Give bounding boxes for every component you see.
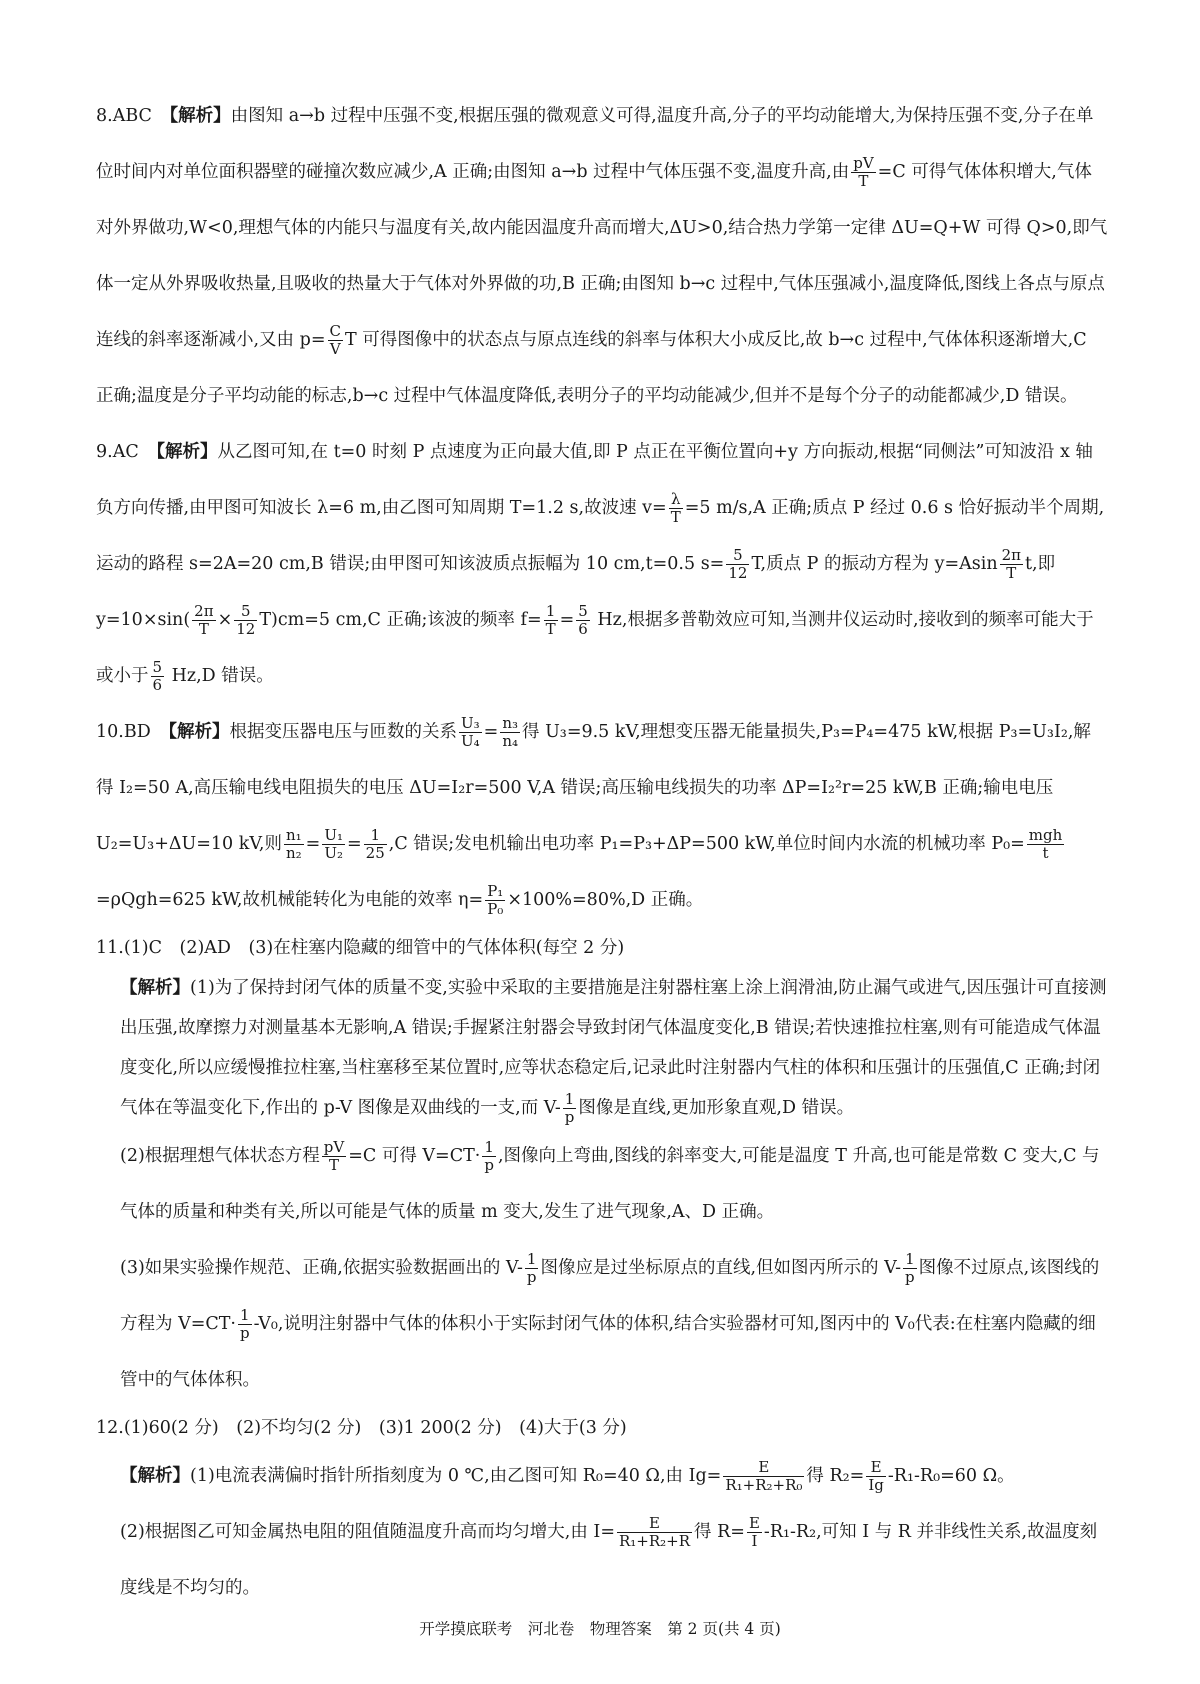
q11-part3-fraction-3: $\frac{1}{p}$	[240, 1306, 250, 1342]
q9-analysis-label: 【解析】	[156, 442, 218, 462]
q9-text-9: Hz,D 错误。	[166, 666, 274, 686]
q9-text-7: =	[559, 610, 575, 630]
q9-fraction-7: $\frac{5}{6}$	[578, 602, 588, 638]
q11-answer-line: 11.(1)C (2)AD (3)在柱塞内隐藏的细管中的气体体积(每空 2 分)	[96, 938, 625, 958]
q12-part2	[96, 1504, 1108, 1616]
q11-part2-text-3: ,图像向上弯曲,图线的斜率变大,可能是温度 T 升高,也可能是常数 C 变大,C 与气体的质量和种类有关,所以可能是气体的质量 m 变大,发生了进气现象,A、D 正确。	[120, 1146, 1100, 1222]
q10-fraction-1: $\frac{\text{U₃}}{\text{U₄}}$	[460, 714, 480, 750]
q11-part2-text: (2)根据理想气体状态方程	[120, 1146, 320, 1166]
q10-text-3: 得 U₃=9.5 kV,理想变压器无能量损失,P₃=P₄=475 kW,根据 P₃=U₃I₂,解得 I₂=50 A,高压输电线电阻损失的电压 ΔU=I₂r=500 V,A 错误;高压输电线损失的功率 ΔP=I₂²r=25 kW,B 正确;输电电压 U₂=U₃+ΔU=10 kV,则	[96, 722, 1091, 854]
q11-part3-text-3: 图像不过原点,该图线的方程为 V=CT·	[120, 1258, 1100, 1334]
q11-part3	[96, 1240, 1108, 1408]
q10-text-8: ×100%=80%,D 正确。	[507, 890, 704, 910]
q12-part1	[96, 1448, 1108, 1504]
q9-fraction-6: $\frac{1}{T}$	[545, 602, 556, 638]
q10-text-4: =	[305, 834, 321, 854]
q9-fraction-3: $\frac{2\pi}{T}$	[1001, 546, 1022, 582]
q8-analysis-label: 【解析】	[169, 106, 231, 126]
q9-text-8: Hz,根据多普勒效应可知,当测井仪运动时,接收到的频率可能大于或小于	[96, 610, 1094, 686]
q9-text-1: 从乙图可知,在 t=0 时刻 P 点速度为正向最大值,即 P 点正在平衡位置向+y 方向振动,根据“同侧法”可知波沿 x 轴负方向传播,由甲图可知波长 λ=6 m,由乙图可知周期 T=1.2 s,故波速 v=	[96, 442, 1093, 518]
q9-text-2: =5 m/s,A 正确;质点 P 经过 0.6 s 恰好振动半个周期,运动的路程 s=2A=20 cm,B 错误;由甲图可知该波质点振幅为 10 cm,t=0.5 s=	[96, 498, 1105, 574]
q10-explanation	[96, 704, 1108, 928]
q8-fraction-pv-t: $\frac{pV}{T}$	[853, 154, 874, 190]
q9-fraction-4: $\frac{2\pi}{T}$	[194, 602, 214, 638]
q10-fraction-3: $\frac{\text{n₁}}{\text{n₂}}$	[285, 826, 302, 862]
q12-part1-fraction-2: $\frac{E}{Ig}$	[868, 1458, 884, 1494]
q12-part1-text-2: 得 R₂=	[806, 1466, 865, 1486]
q9-answer-tag: 9.AC	[96, 442, 157, 462]
q12-part2-text: (2)根据图乙可知金属热电阻的阻值随温度升高而均匀增大,由 I=	[120, 1522, 615, 1542]
q11-analysis-label: 【解析】	[120, 978, 190, 998]
page-footer: 开学摸底联考 河北卷 物理答案 第 2 页(共 4 页)	[419, 1620, 781, 1638]
q11-part3-text-2: 图像应是过坐标原点的直线,但如图丙所示的 V-	[540, 1258, 902, 1278]
q10-text-6: ,C 错误;发电机输出电功率 P₁=P₃+ΔP=500 kW,单位时间内水流的机械功率 P₀=	[388, 834, 1025, 854]
q10-fraction-4: $\frac{\text{U₁}}{\text{U₂}}$	[324, 826, 343, 862]
q12-analysis-label: 【解析】	[120, 1466, 190, 1486]
q12-part1-text-3: -R₁-R₀=60 Ω。	[887, 1466, 1015, 1486]
q10-fraction-2: $\frac{\text{n₃}}{\text{n₄}}$	[502, 714, 518, 750]
q12-part1-text: (1)电流表满偏时指针所指刻度为 0 ℃,由乙图可知 R₀=40 Ω,由 Ig=	[190, 1466, 722, 1486]
q10-fraction-7: $\frac{\text{P₁}}{\text{P₀}}$	[487, 882, 504, 918]
q11-part3-fraction-2: $\frac{1}{p}$	[905, 1250, 915, 1286]
q9-text-6: T)cm=5 cm,C 正确;该波的频率 f=	[259, 610, 542, 630]
q8-explanation	[96, 88, 1108, 424]
q9-fraction-5: $\frac{5}{12}$	[236, 602, 256, 638]
q10-text-5: =	[347, 834, 362, 854]
q8-answer-tag: 8.ABC	[96, 106, 170, 126]
q9-fraction-8: $\frac{5}{6}$	[152, 658, 163, 694]
q11-part1-fraction: $\frac{1}{p}$	[564, 1090, 575, 1126]
q11-part1-text-end: 图像是直线,更加形象直观,D 错误。	[578, 1098, 855, 1118]
q12-answer-line: 12.(1)60(2 分) (2)不均匀(2 分) (3)1 200(2 分) (4)大于(3 分)	[96, 1418, 627, 1438]
q10-text-7: =ρQgh=625 kW,故机械能转化为电能的效率 η=	[96, 890, 484, 910]
q11-part2-fraction-1: $\frac{pV}{T}$	[323, 1138, 345, 1174]
q11-part3-text: (3)如果实验操作规范、正确,依据实验数据画出的 V-	[120, 1258, 523, 1278]
q11-part2-fraction-2: $\frac{1}{p}$	[484, 1138, 494, 1174]
q10-analysis-label: 【解析】	[168, 722, 230, 742]
q11-part1-text: (1)为了保持封闭气体的质量不变,实验中采取的主要措施是注射器柱塞上涂上润滑油,防止漏气或进气,因压强计可直接测出压强,故摩擦力对测量基本无影响,A 错误;手握紧注射器会导致封闭气体温度变化,B 错误;若快速推拉柱塞,则有可能造成气体温度变化,所以应缓慢推拉柱塞,当柱塞移至某位置时,应等状态稳定后,记录此时注射器内气柱的体积和压强计的压强值,C 正确;封闭气体在等温变化下,作出的 p-V 图像是双曲线的一支,而 V-	[120, 978, 1107, 1118]
q9-text-5: ×	[217, 610, 233, 630]
q10-text-2: =	[483, 722, 499, 742]
q9-fraction-1: $\frac{\lambda}{T}$	[670, 490, 681, 526]
q12-part2-fraction-1: $\frac{E}{\text{R₁+R₂+R}}$	[619, 1514, 691, 1550]
q10-answer-tag: 10.BD	[96, 722, 169, 742]
q12-part2-fraction-2: $\frac{E}{I}$	[748, 1514, 760, 1550]
q8-text-3: T 可得图像中的状态点与原点连线的斜率与体积大小成反比,故 b→c 过程中,气体体积逐渐增大,C 正确;温度是分子平均动能的标志,b→c 过程中气体温度降低,表明分子的平均动能减少,但并不是每个分子的动能都减少,D 错误。	[96, 330, 1087, 406]
q10-fraction-6: $\frac{\text{mgh}}{t}$	[1028, 826, 1063, 862]
q8-fraction-c-v: $\frac{C}{V}$	[329, 322, 341, 358]
q12-part1-fraction-1: $\frac{E}{\text{R₁+R₂+R₀}}$	[725, 1458, 803, 1494]
q8-text-2: =C 可得气体体积增大,气体对外界做功,W<0,理想气体的内能只与温度有关,故内能因温度升高而增大,ΔU>0,结合热力学第一定律 ΔU=Q+W 可得 Q>0,即气体一定从外界吸收热量,且吸收的热量大于气体对外界做的功,B 正确;由图知 b→c 过程中,气体压强减小,温度降低,图线上各点与原点连线的斜率逐渐减小,又由 p=	[96, 162, 1108, 350]
q10-fraction-5: $\frac{1}{25}$	[365, 826, 385, 862]
q10-text-1: 根据变压器电压与匝数的关系	[229, 722, 457, 742]
q11-part2-text-2: =C 可得 V=CT·	[348, 1146, 481, 1166]
q11-part2	[96, 1128, 1108, 1240]
q9-text-4: t,即 y=10×sin(	[96, 554, 1056, 630]
q11-part1	[96, 968, 1108, 1128]
q9-explanation	[96, 424, 1108, 704]
q11-part3-text-4: -V₀,说明注射器中气体的体积小于实际封闭气体的体积,结合实验器材可知,图丙中的 V₀代表:在柱塞内隐藏的细管中的气体体积。	[120, 1314, 1096, 1390]
q12-part2-text-2: 得 R=	[694, 1522, 745, 1542]
q11-part3-fraction-1: $\frac{1}{p}$	[526, 1250, 537, 1286]
q12-part2-text-3: -R₁-R₂,可知 I 与 R 并非线性关系,故温度刻度线是不均匀的。	[120, 1522, 1098, 1598]
q9-text-3: T,质点 P 的振动方程为 y=Asin	[751, 554, 998, 574]
q8-text-1: 由图知 a→b 过程中压强不变,根据压强的微观意义可得,温度升高,分子的平均动能增大,为保持压强不变,分子在单位时间内对单位面积器壁的碰撞次数应减少,A 正确;由图知 a→b 过程中气体压强不变,温度升高,由	[96, 106, 1094, 182]
q9-fraction-2: $\frac{5}{12}$	[728, 546, 748, 582]
